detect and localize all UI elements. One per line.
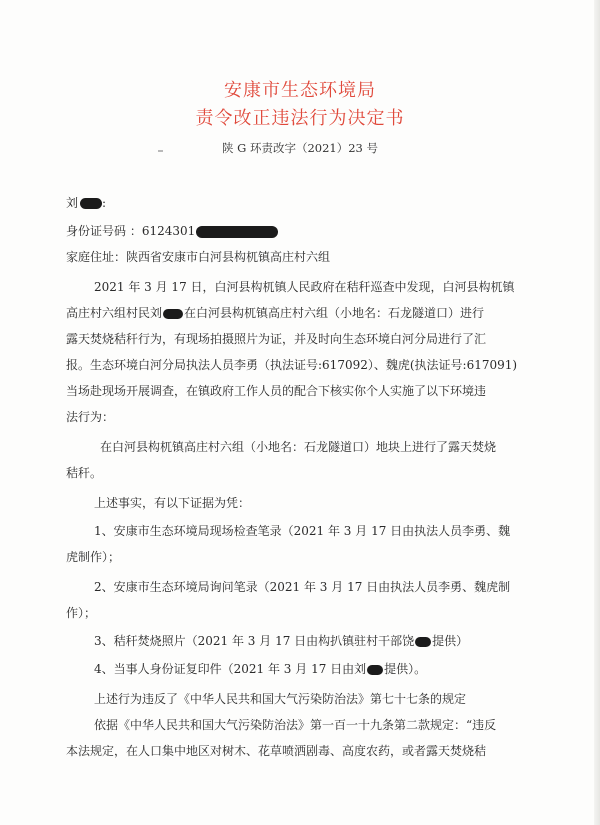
scan-speck [158, 150, 163, 152]
evidence-item-2-cont: 作）； [66, 606, 97, 620]
evidence-item-3 [94, 632, 468, 649]
redaction-block [163, 309, 183, 319]
paragraph-line [66, 304, 484, 321]
agency-title: 安康市生态环境局 [224, 80, 376, 101]
id-number-line [66, 222, 278, 239]
paragraph-line: 露天焚烧秸秆行为，有现场拍摄照片为证，并及时向生态环境白河分局进行了汇 [66, 332, 487, 346]
document-title: 责令改正违法行为决定书 [195, 108, 405, 129]
paragraph-line: 当场赴现场开展调查，在镇政府工作人员的配合下核实你个人实施了以下环境违 [66, 384, 487, 398]
redaction-block [80, 198, 102, 209]
evidence-item-2: 2、安康市生态环境局询问笔录（2021 年 3 月 17 日由执法人员李勇、魏虎制 [94, 580, 511, 594]
evidence-item-4 [94, 660, 426, 677]
evidence-intro: 上述事实，有以下证据为凭： [94, 496, 251, 510]
party-name-line [66, 194, 106, 211]
document-number: 陕 G 环责改字（2021）23 号 [221, 141, 379, 155]
party-name-suffix: : [102, 196, 107, 210]
legal-basis-line: 依据《中华人民共和国大气污染防治法》第一百一十九条第二款规定：“违反 [94, 718, 497, 732]
paragraph-line: 报。生态环境白河分局执法人员李勇（执法证号:617092）、魏虎(执法证号:617091) [66, 358, 518, 372]
text-segment: 提供）。 [384, 662, 427, 676]
text-segment: 提供） [432, 634, 469, 648]
paragraph-line: 法行为： [66, 410, 115, 424]
paragraph-line: 2021 年 3 月 17 日，白河县构杌镇人民政府在秸秆巡查中发现，白河县构杌镇 [94, 280, 515, 294]
address-line: 家庭住址：陕西省安康市白河县构杌镇高庄村六组 [66, 250, 331, 264]
id-label: 身份证号码 ： [66, 224, 142, 238]
text-segment: 4、当事人身份证复印件（2021 年 3 月 17 日由刘 [94, 662, 367, 676]
legal-basis-line: 本法规定，在人口集中地区对树木、花草喷洒剧毒、高度农药，或者露天焚烧秸 [66, 744, 487, 758]
redaction-block [415, 637, 431, 647]
text-segment: 3、秸秆焚烧照片（2021 年 3 月 17 日由构扒镇驻村干部饶 [94, 634, 415, 648]
evidence-item-1: 1、安康市生态环境局现场检查笔录（2021 年 3 月 17 日由执法人员李勇、魏 [94, 524, 511, 538]
redaction-block [367, 665, 383, 675]
text-segment: 在白河县构杌镇高庄村六组（小地名：石龙隧道口）进行 [184, 306, 485, 320]
redaction-block [196, 226, 278, 238]
id-visible: 6124301 [141, 224, 196, 238]
text-segment: 高庄村六组村民刘 [66, 306, 163, 320]
paragraph-line: 秸秆。 [66, 466, 103, 480]
violation-statement: 上述行为违反了《中华人民共和国大气污染防治法》第七十七条的规定 [94, 692, 467, 706]
paragraph-line: 在白河县构杌镇高庄村六组（小地名：石龙隧道口）地块上进行了露天焚烧 [100, 440, 497, 454]
party-name-prefix: 刘 [66, 196, 79, 210]
evidence-item-1-cont: 虎制作）； [66, 550, 121, 564]
